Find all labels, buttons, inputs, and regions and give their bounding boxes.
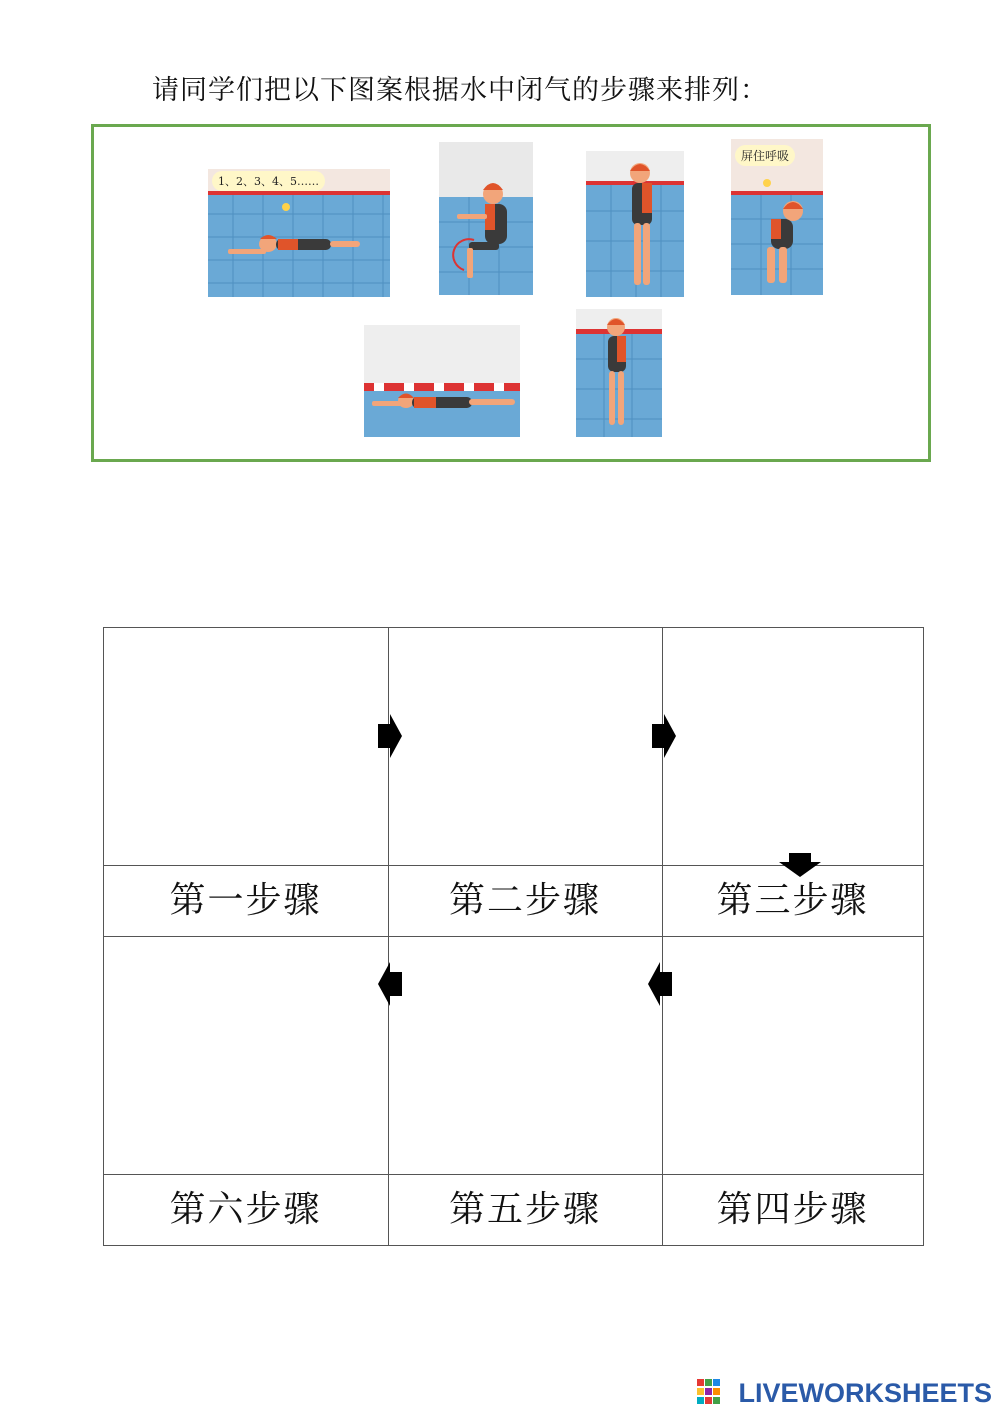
- brand-name: LIVEWORKSHEETS: [738, 1378, 992, 1408]
- step-label-1: 第一步骤: [169, 880, 322, 921]
- count-bubble: 1、2、3、4、5……: [212, 171, 325, 191]
- instruction-text: 请同学们把以下图案根据水中闭气的步骤来排列：: [152, 75, 768, 106]
- picture-floating-count[interactable]: [208, 169, 390, 297]
- arrow-down-icon: [777, 852, 823, 878]
- picture-jump[interactable]: [439, 142, 533, 295]
- drop-zone-step-1[interactable]: [104, 628, 388, 865]
- image-bank: [91, 124, 931, 462]
- arrow-right-icon: [376, 712, 404, 760]
- arrow-right-icon: [650, 712, 678, 760]
- arrow-left-icon: [376, 960, 404, 1008]
- drop-zone-step-6[interactable]: [104, 937, 388, 1174]
- step-label-3: 第三步骤: [716, 880, 869, 921]
- step-label-2: 第二步骤: [448, 880, 601, 921]
- picture-hold-breath[interactable]: [731, 139, 823, 295]
- liveworksheets-logo-icon: [697, 1379, 721, 1405]
- step-label-4: 第四步骤: [716, 1189, 869, 1230]
- step-label-5: 第五步骤: [448, 1189, 601, 1230]
- step-label-6: 第六步骤: [169, 1189, 322, 1230]
- picture-standing-goggles[interactable]: [586, 151, 684, 297]
- grid-line: [103, 1245, 924, 1246]
- drop-zone-step-2[interactable]: [389, 628, 662, 865]
- hold-breath-bubble: 屏住呼吸: [735, 145, 795, 166]
- grid-line: [923, 627, 924, 1246]
- picture-standing[interactable]: [576, 309, 662, 437]
- steps-grid: [103, 627, 924, 1246]
- arrow-left-icon: [646, 960, 674, 1008]
- picture-glide[interactable]: [364, 325, 520, 437]
- drop-zone-step-4[interactable]: [663, 937, 923, 1174]
- drop-zone-step-5[interactable]: [389, 937, 662, 1174]
- drop-zone-step-3[interactable]: [663, 628, 923, 865]
